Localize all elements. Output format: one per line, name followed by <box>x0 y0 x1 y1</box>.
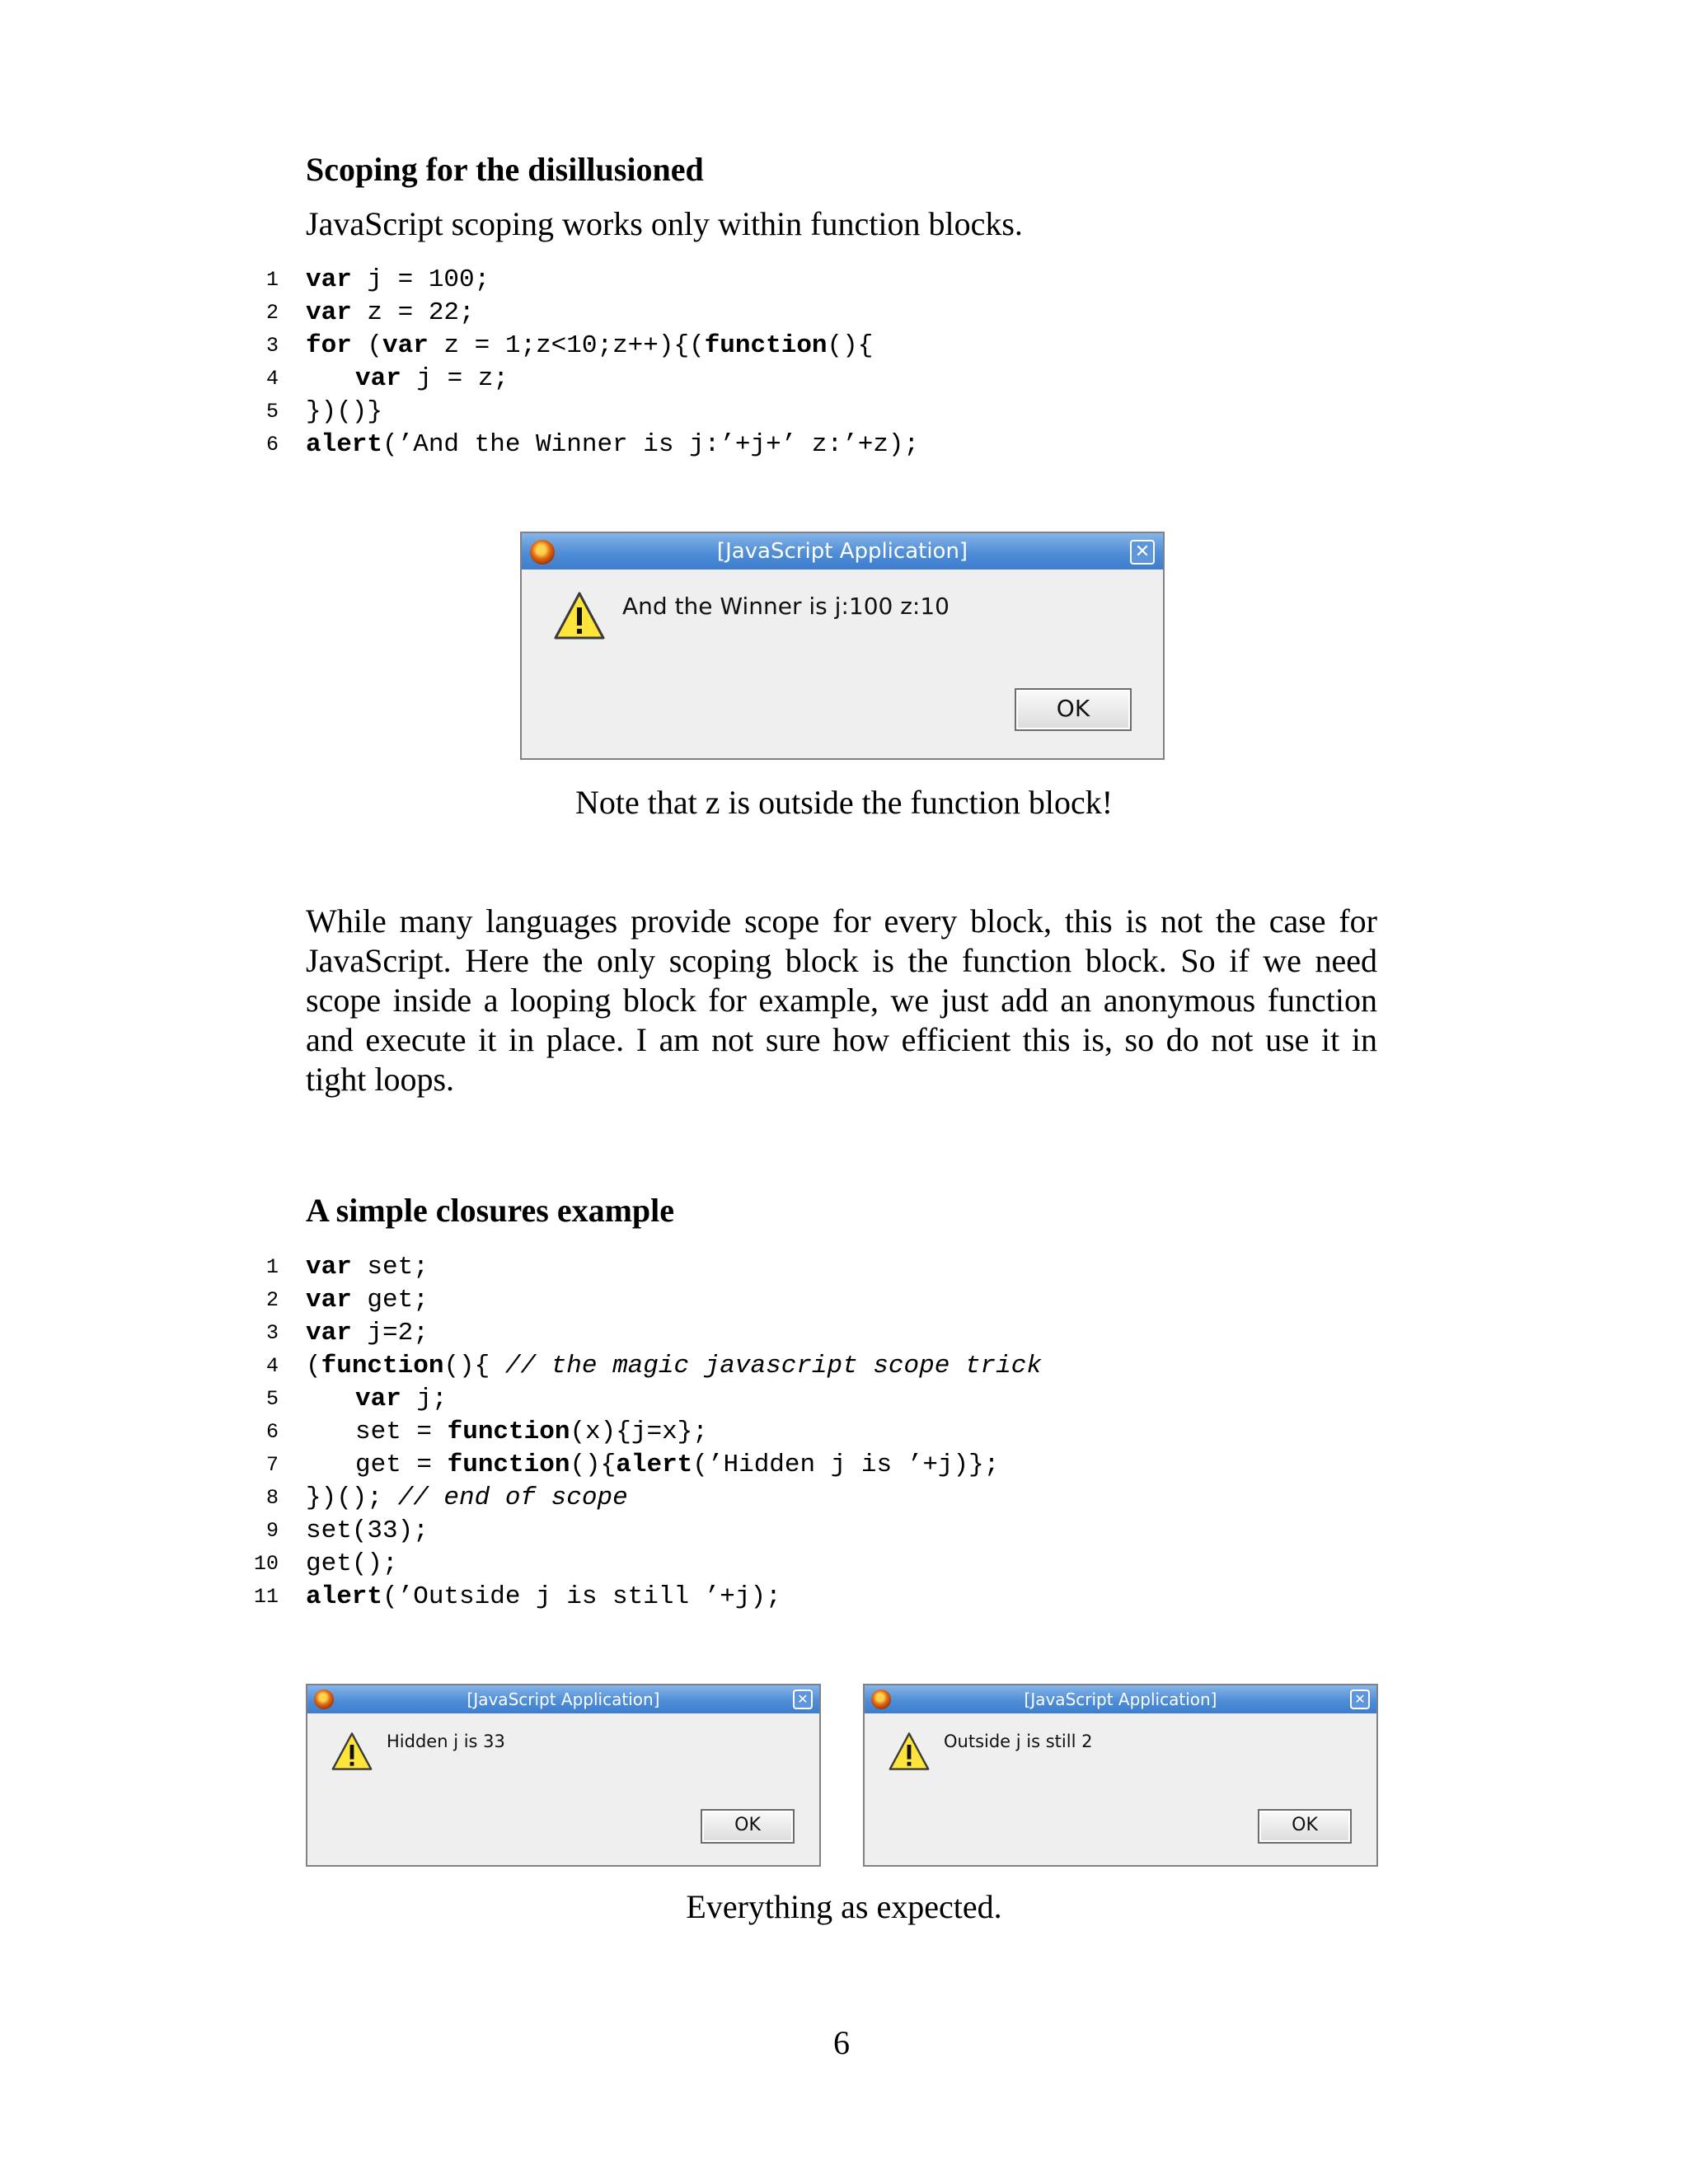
dialog-title: [JavaScript Application] <box>716 539 968 564</box>
line-number: 5 <box>265 1387 279 1411</box>
code-keyword: function <box>704 331 828 360</box>
code-text: (){ <box>443 1352 505 1380</box>
code-keyword: var <box>306 298 352 327</box>
close-icon[interactable]: ✕ <box>1350 1690 1370 1709</box>
line-number: 4 <box>265 1354 279 1378</box>
code-text: (’And the Winner is j:’+j+’ z:’+z); <box>382 430 920 459</box>
code-keyword: function <box>447 1418 570 1446</box>
code-text: get(); <box>306 1549 398 1578</box>
firefox-icon <box>530 540 555 565</box>
page-number: 6 <box>833 2024 850 2061</box>
code-comment: // end of scope <box>397 1483 628 1512</box>
code-text: (’Hidden j is ’+j)}; <box>692 1451 1000 1479</box>
code-text: (){ <box>570 1451 617 1479</box>
code-text: (’Outside j is still ’+j); <box>382 1582 781 1611</box>
line-number: 5 <box>265 400 279 424</box>
firefox-icon <box>314 1690 334 1709</box>
line-number: 3 <box>265 1321 279 1345</box>
code-keyword: alert <box>306 430 383 459</box>
alert-dialog <box>520 532 1165 760</box>
code-text: set(33); <box>306 1516 429 1545</box>
figure-caption: Note that z is outside the function block! <box>574 784 1114 821</box>
dialog-titlebar[interactable] <box>865 1685 1376 1713</box>
code-keyword: var <box>355 364 401 393</box>
code-line <box>265 1482 1042 1515</box>
line-number: 9 <box>265 1519 279 1543</box>
dialog-titlebar[interactable] <box>522 533 1163 569</box>
code-text: get; <box>351 1286 429 1315</box>
code-line <box>265 429 920 462</box>
code-text: ( <box>351 331 383 360</box>
code-text: ( <box>306 1352 321 1380</box>
line-number: 8 <box>265 1486 279 1510</box>
line-number: 1 <box>265 1255 279 1279</box>
code-line <box>265 396 919 429</box>
code-keyword: var <box>355 1385 401 1413</box>
code-text: get = <box>355 1451 448 1479</box>
code-text: (x){j=x}; <box>570 1418 708 1446</box>
code-text: j=2; <box>351 1319 429 1347</box>
alert-dialog-hidden <box>306 1684 821 1867</box>
code-line <box>265 1515 1042 1548</box>
line-number: 2 <box>265 1288 279 1312</box>
code-line <box>265 264 919 297</box>
code-text: set = <box>355 1418 448 1446</box>
code-line <box>265 1449 1042 1482</box>
dialog-title: [JavaScript Application] <box>1024 1690 1217 1709</box>
code-line <box>265 1350 1042 1383</box>
code-keyword: alert <box>306 1582 383 1611</box>
body-paragraph: While many languages provide scope for every block, this is not the case for JavaScript. Here the only scoping block is the function block. So if we need scope inside a looping block for example, we just add an anonymous function and execute it in place. I am not sure how efficient this is, so do not use it in tight loops. <box>306 902 1377 1098</box>
code-line <box>265 330 919 363</box>
section-heading-scoping: Scoping for the disillusioned <box>306 151 704 188</box>
code-text: j = 100; <box>351 265 490 294</box>
code-line <box>265 1383 1042 1416</box>
code-keyword: var <box>306 1319 352 1347</box>
code-line <box>265 363 919 396</box>
dialog-titlebar[interactable] <box>307 1685 819 1713</box>
code-text: z = 1;z<10;z++){( <box>428 331 705 360</box>
code-text: set; <box>351 1253 429 1282</box>
code-line <box>253 1581 1042 1614</box>
code-line <box>265 1284 1042 1317</box>
alert-dialog-outside <box>863 1684 1378 1867</box>
code-keyword: for <box>306 331 352 360</box>
figure-caption: Everything as expected. <box>686 1888 1002 1925</box>
intro-paragraph: JavaScript scoping works only within function blocks. <box>306 205 1023 242</box>
dialog-message: Outside j is still 2 <box>944 1732 1093 1751</box>
close-icon[interactable]: ✕ <box>1130 540 1155 565</box>
code-keyword: function <box>447 1451 570 1479</box>
line-number: 3 <box>265 334 279 358</box>
code-keyword: var <box>306 1286 352 1315</box>
dialog-message: And the Winner is j:100 z:10 <box>622 593 950 620</box>
code-listing-closures <box>253 1251 1042 1614</box>
ok-button[interactable]: OK <box>701 1809 795 1844</box>
warning-icon <box>331 1732 373 1771</box>
ok-button[interactable]: OK <box>1258 1809 1352 1844</box>
line-number: 2 <box>265 301 279 325</box>
close-icon[interactable]: ✕ <box>793 1690 813 1709</box>
code-line <box>265 1251 1042 1284</box>
line-number: 7 <box>265 1453 279 1477</box>
warning-icon <box>553 591 606 640</box>
code-keyword: alert <box>616 1451 693 1479</box>
ok-button[interactable]: OK <box>1015 688 1132 731</box>
warning-icon <box>888 1732 931 1771</box>
line-number: 1 <box>265 268 279 292</box>
section-heading-closures: A simple closures example <box>306 1192 675 1229</box>
line-number: 6 <box>265 433 279 457</box>
firefox-icon <box>871 1690 891 1709</box>
line-number: 11 <box>253 1585 279 1609</box>
code-line <box>265 1317 1042 1350</box>
line-number: 4 <box>265 367 279 391</box>
code-line <box>253 1548 1042 1581</box>
code-keyword: var <box>306 1253 352 1282</box>
code-line <box>265 297 919 330</box>
code-text: j; <box>401 1385 448 1413</box>
line-number: 10 <box>253 1552 279 1576</box>
line-number: 6 <box>265 1420 279 1444</box>
code-listing-scoping <box>265 264 920 462</box>
code-text: })(); <box>306 1483 398 1512</box>
code-keyword: var <box>382 331 429 360</box>
code-keyword: var <box>306 265 352 294</box>
dialog-title: [JavaScript Application] <box>467 1690 660 1709</box>
code-line <box>265 1416 1042 1449</box>
code-text: })()} <box>306 397 383 426</box>
code-text: z = 22; <box>351 298 475 327</box>
code-text: j = z; <box>401 364 509 393</box>
dialog-message: Hidden j is 33 <box>387 1732 505 1751</box>
code-comment: // the magic javascript scope trick <box>504 1352 1042 1380</box>
code-text: (){ <box>827 331 874 360</box>
code-keyword: function <box>321 1352 444 1380</box>
